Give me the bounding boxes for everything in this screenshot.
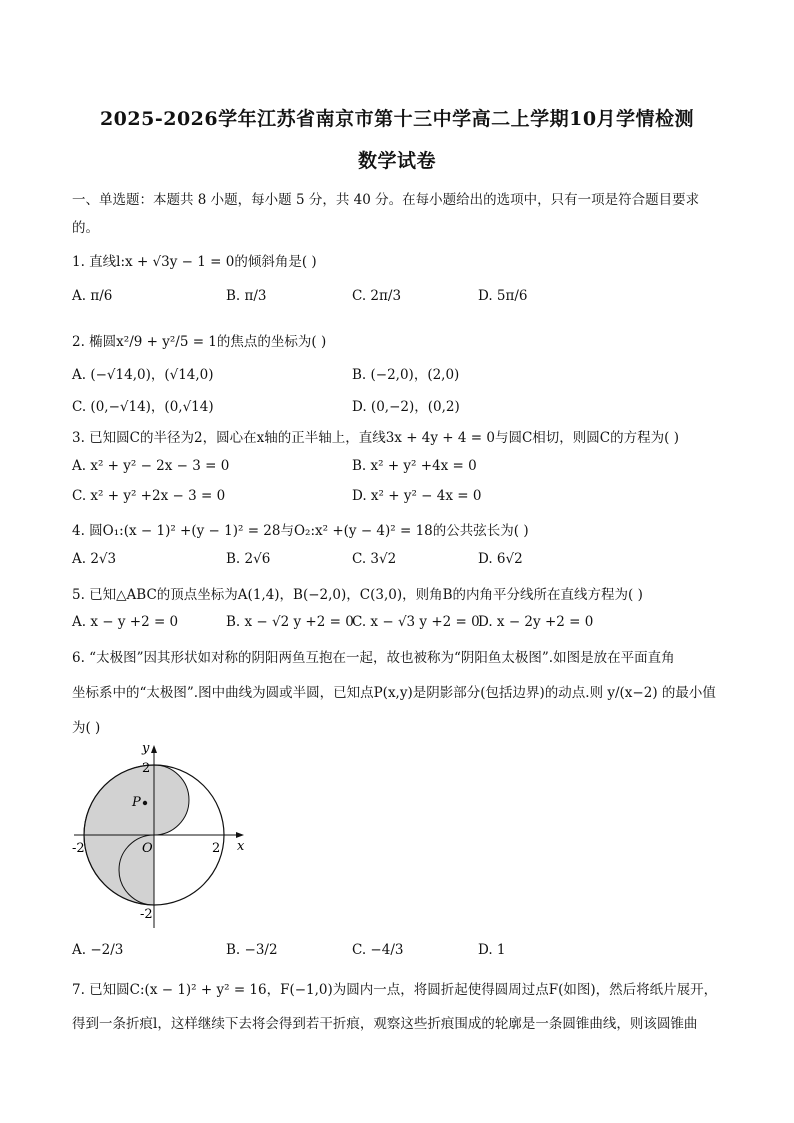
- question-7-stem-line1: 7. 已知圆C:(x − 1)² + y² = 16，F(−1,0)为圆内一点，将圆折起使得圆周过点F(如图)，然后将纸片展开，: [72, 982, 718, 998]
- q4-option-c: C. 3√2: [352, 551, 397, 567]
- question-6-stem-line3: 为( ): [72, 720, 101, 736]
- q5-option-b: B. x − √2 y +2 = 0: [226, 614, 354, 630]
- q3-option-d: D. x² + y² − 4x = 0: [352, 488, 482, 504]
- x-axis-arrow: [236, 832, 244, 838]
- q4-option-b: B. 2√6: [226, 551, 271, 567]
- q2-option-c: C. (0,−√14)，(0,√14): [72, 399, 214, 415]
- tick-bottom-label: -2: [140, 907, 153, 922]
- question-4-stem: 4. 圆O₁:(x − 1)² +(y − 1)² = 28与O₂:x² +(y − 4)² = 18的公共弦长为( ): [72, 523, 529, 539]
- q6-option-a: A. −2/3: [72, 942, 124, 958]
- q3-option-c: C. x² + y² +2x − 3 = 0: [72, 488, 226, 504]
- y-axis-arrow: [151, 745, 157, 753]
- q2-option-d: D. (0,−2)，(0,2): [352, 399, 460, 415]
- q2-option-b: B. (−2,0)，(2,0): [352, 367, 460, 383]
- tick-right-label: 2: [212, 841, 221, 856]
- exam-subtitle: 数学试卷: [357, 150, 436, 172]
- q1-option-d: D. 5π/6: [478, 288, 528, 304]
- q6-option-c: C. −4/3: [352, 942, 404, 958]
- section-heading-cont: 的。: [72, 220, 99, 236]
- q6-option-b: B. −3/2: [226, 942, 278, 958]
- tick-top-label: 2: [142, 761, 151, 776]
- origin-label: O: [142, 841, 153, 856]
- q4-option-a: A. 2√3: [72, 551, 117, 567]
- question-6-stem-line1: 6. “太极图”因其形状如对称的阴阳两鱼互抱在一起，故也被称为“阴阳鱼太极图”.如图是放在平面直角: [72, 650, 675, 666]
- question-6-stem-line2: 坐标系中的“太极图”.图中曲线为圆或半圆，已知点P(x,y)是阴影部分(包括边界)的动点.则 y/(x−2) 的最小值: [72, 685, 716, 701]
- q1-option-b: B. π/3: [226, 288, 267, 304]
- question-3-stem: 3. 已知圆C的半径为2，圆心在x轴的正半轴上，直线3x + 4y + 4 = 0与圆C相切，则圆C的方程为( ): [72, 430, 679, 446]
- taiji-figure: [72, 740, 252, 930]
- q5-option-c: C. x − √3 y +2 = 0: [352, 614, 480, 630]
- taiji-diagram: [72, 740, 252, 930]
- q4-option-d: D. 6√2: [478, 551, 523, 567]
- axis-x-label: x: [237, 839, 245, 854]
- section-heading: 一、单选题：本题共 8 小题，每小题 5 分，共 40 分。在每小题给出的选项中，只有一项是符合题目要求: [72, 192, 700, 208]
- q3-option-a: A. x² + y² − 2x − 3 = 0: [72, 458, 230, 474]
- question-2-stem: 2. 椭圆x²/9 + y²/5 = 1的焦点的坐标为( ): [72, 334, 327, 350]
- q2-option-a: A. (−√14,0)，(√14,0): [72, 367, 214, 383]
- q1-option-c: C. 2π/3: [352, 288, 402, 304]
- q1-option-a: A. π/6: [72, 288, 113, 304]
- q5-option-d: D. x − 2y +2 = 0: [478, 614, 594, 630]
- question-5-stem: 5. 已知△ABC的顶点坐标为A(1,4)，B(−2,0)，C(3,0)，则角B的内角平分线所在直线方程为( ): [72, 587, 643, 603]
- point-p-dot: [143, 801, 147, 805]
- axis-y-label: y: [142, 741, 150, 756]
- q3-option-b: B. x² + y² +4x = 0: [352, 458, 477, 474]
- point-p-label: P: [132, 795, 141, 810]
- question-7-stem-line2: 得到一条折痕l，这样继续下去将会得到若干折痕，观察这些折痕围成的轮廓是一条圆锥曲线，则该圆锥曲: [72, 1016, 698, 1032]
- q6-option-d: D. 1: [478, 942, 506, 958]
- tick-left-label: -2: [72, 841, 85, 856]
- question-1-stem: 1. 直线l:x + √3y − 1 = 0的倾斜角是( ): [72, 254, 317, 270]
- exam-title: 2025-2026学年江苏省南京市第十三中学高二上学期10月学情检测: [99, 108, 695, 130]
- q5-option-a: A. x − y +2 = 0: [72, 614, 179, 630]
